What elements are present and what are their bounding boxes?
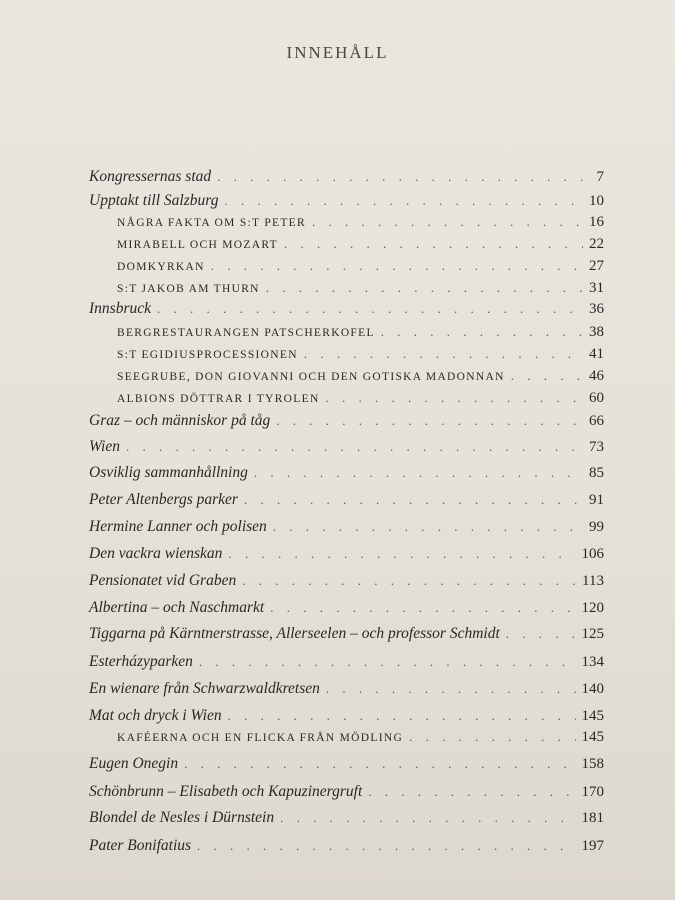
dot-leader (242, 573, 576, 589)
page-number: 140 (581, 681, 604, 697)
page-number: 41 (589, 346, 604, 362)
toc-chapter-entry (89, 412, 604, 434)
dot-leader (270, 600, 575, 616)
dot-leader (368, 784, 575, 800)
page-number: 170 (581, 784, 604, 800)
toc-section-entry (117, 258, 604, 280)
entry-title: Peter Altenbergs parker (89, 491, 238, 508)
dot-leader (284, 236, 583, 252)
page-number: 125 (581, 626, 604, 642)
toc-section-entry (117, 280, 604, 302)
page-number: 99 (589, 519, 604, 535)
page-number: 22 (589, 236, 604, 252)
page-number: 7 (596, 169, 604, 185)
entry-title: DOMKYRKAN (117, 261, 205, 273)
entry-title: Eugen Onegin (89, 755, 179, 772)
entry-title: ALBIONS DÖTTRAR I TYROLEN (117, 393, 320, 405)
page-number: 31 (589, 280, 604, 296)
entry-title: Graz – och människor på tåg (89, 412, 271, 429)
dot-leader (326, 681, 576, 697)
entry-title: Blondel de Nesles i Dürnstein (89, 809, 275, 826)
page-number: 106 (581, 546, 604, 562)
dot-leader (157, 301, 583, 317)
toc-chapter-entry (89, 545, 604, 567)
toc-section-entry (117, 346, 604, 368)
dot-leader (511, 368, 583, 384)
dot-leader (224, 193, 583, 209)
page-number: 145 (581, 729, 604, 745)
toc-chapter-entry (89, 599, 604, 621)
entry-title: Esterházyparken (89, 653, 193, 670)
dot-leader (280, 810, 575, 826)
entry-title: S:T EGIDIUSPROCESSIONEN (117, 349, 298, 361)
page-number: 36 (589, 301, 604, 317)
entry-title: Pater Bonifatius (89, 837, 192, 854)
page-number: 91 (589, 492, 604, 508)
page-number: 197 (581, 838, 604, 854)
page-number: 66 (589, 413, 604, 429)
toc-section-entry (117, 214, 604, 236)
page-number: 120 (581, 600, 604, 616)
entry-title: Kongressernas stad (89, 168, 212, 185)
entry-title: MIRABELL OCH MOZART (117, 239, 278, 251)
toc-chapter-entry (89, 518, 604, 540)
page-number: 145 (581, 708, 604, 724)
toc-section-entry (117, 729, 604, 751)
entry-title: Tiggarna på Kärntnerstrasse, Allerseelen – och professor Schmidt (89, 625, 500, 642)
toc-chapter-entry (89, 438, 604, 460)
toc-chapter-entry (89, 755, 604, 777)
dot-leader (409, 729, 575, 745)
entry-title: Mat och dryck i Wien (89, 707, 222, 724)
page-number: 181 (581, 810, 604, 826)
dot-leader (276, 413, 583, 429)
entry-title: Innsbruck (89, 300, 151, 317)
toc-chapter-entry (89, 464, 604, 486)
toc-chapter-entry (89, 625, 604, 647)
dot-leader (228, 708, 576, 724)
dot-leader (326, 390, 583, 406)
entry-title: NÅGRA FAKTA OM S:T PETER (117, 217, 306, 229)
entry-title: Pensionatet vid Graben (89, 572, 237, 589)
toc-section-entry (117, 390, 604, 412)
page-title: INNEHÅLL (286, 43, 389, 62)
page-number: 113 (582, 573, 604, 589)
toc-section-entry (117, 368, 604, 390)
entry-title: Schönbrunn – Elisabeth och Kapuzinergruft (89, 783, 363, 800)
page-number: 46 (589, 368, 604, 384)
entry-title: Wien (89, 438, 120, 455)
toc-chapter-entry (89, 192, 604, 214)
dot-leader (126, 439, 583, 455)
dot-leader (312, 214, 583, 230)
toc-chapter-entry (89, 837, 604, 859)
dot-leader (506, 626, 576, 642)
page-number: 16 (589, 214, 604, 230)
page-number: 73 (589, 439, 604, 455)
dot-leader (211, 258, 583, 274)
entry-title: KAFÉERNA OCH EN FLICKA FRÅN MÖDLING (117, 732, 404, 744)
page-number: 27 (589, 258, 604, 274)
dot-leader (217, 169, 590, 185)
entry-title: Albertina – och Naschmarkt (89, 599, 265, 616)
entry-title: Den vackra wienskan (89, 545, 223, 562)
entry-title: En wienare från Schwarzwaldkretsen (89, 680, 320, 697)
toc-chapter-entry (89, 707, 604, 729)
toc-section-entry (117, 324, 604, 346)
entry-title: S:T JAKOB AM THURN (117, 283, 260, 295)
toc-chapter-entry (89, 680, 604, 702)
dot-leader (254, 465, 583, 481)
entry-title: Osviklig sammanhållning (89, 464, 248, 481)
page-number: 134 (581, 654, 604, 670)
entry-title: Hermine Lanner och polisen (89, 518, 267, 535)
dot-leader (244, 492, 583, 508)
toc-chapter-entry (89, 783, 604, 805)
dot-leader (184, 756, 575, 772)
dot-leader (197, 838, 575, 854)
dot-leader (273, 519, 583, 535)
dot-leader (381, 324, 583, 340)
toc-chapter-entry (89, 653, 604, 675)
page-number: 85 (589, 465, 604, 481)
entry-title: BERGRESTAURANGEN PATSCHERKOFEL (117, 327, 375, 339)
toc-chapter-entry (89, 491, 604, 513)
toc-chapter-entry (89, 300, 604, 322)
toc-chapter-entry (89, 168, 604, 190)
toc-chapter-entry (89, 572, 604, 594)
toc-section-entry (117, 236, 604, 258)
toc-chapter-entry (89, 809, 604, 831)
entry-title: Upptakt till Salzburg (89, 192, 219, 209)
dot-leader (304, 346, 583, 362)
dot-leader (266, 280, 583, 296)
page-number: 60 (589, 390, 604, 406)
page-number: 10 (589, 193, 604, 209)
page-number: 158 (581, 756, 604, 772)
dot-leader (199, 654, 576, 670)
dot-leader (228, 546, 575, 562)
entry-title: SEEGRUBE, DON GIOVANNI OCH DEN GOTISKA MADONNAN (117, 371, 505, 383)
page-number: 38 (589, 324, 604, 340)
